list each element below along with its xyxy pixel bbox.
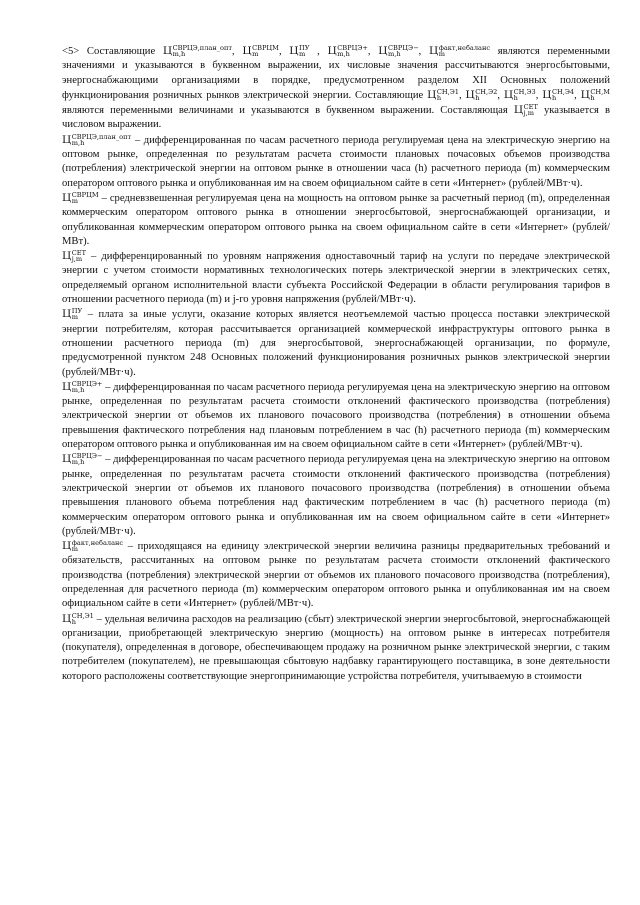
definition-svrce-minus <box>62 452 610 539</box>
note-5-paragraph: <5> Составляющие Ц СВРЦЭ,план_опт m,h , Ц СВРЦМ m , Ц ПУ m , Ц СВРЦЭ+ m,h , Ц СВРЦЭ− m,h , Ц факт,небаланс m являются переменными значениями и указываются в буквенном выражении, их числовые значения рассчитываются энергосбытовыми, энергоснабжающими организациями в порядке, предусмотренном разделом XII Основных положений функционирования розничных рынков электрической энергии. Составляющие Ц СН,Э1 h , Ц СН,Э2 h , Ц СН,Э3 h , Ц СН,Э4 h , Ц СН,М h являются переменными величинами и указываются в буквенном выражении. Составляющая Ц СЕТ j,m указывается в числовом выражении. <box>62 44 611 131</box>
note-text-3: указывается в числовом выражении. <box>62 105 610 131</box>
symbol-c-sn-e1: Ц СН,Э1 h <box>427 87 459 102</box>
symbol-c-sn-e1: Ц СН,Э1 h <box>62 611 94 626</box>
symbol-c-sn-e3: Ц СН,Э3 h <box>503 87 536 102</box>
symbol-c-sn-e4: Ц СН,Э4 h <box>542 87 575 102</box>
symbol-c-set: Ц СЕТ j,m <box>62 249 87 264</box>
definition-text: – плата за иные услуги, оказание которых является неотъемлемой частью процесса поставки электрической энергии потребителям, которая рассчитывается организацией коммерческой инфраструктуры оптового рынка в отношении расчетного периода (m) для энергосбытовой, энергоснабжающей организации, по формуле, предусмотренной пунктом 248 Основных положений функционирования розничных рынков электрической энергии (рублей/МВт·ч). <box>62 309 610 378</box>
symbol-c-sn-m: Ц СН,М h <box>580 87 611 102</box>
definition-svrce-plan-opt <box>62 133 610 191</box>
symbol-c-set: Ц СЕТ j,m <box>513 103 538 118</box>
symbol-c-svrce-plan-opt: Ц СВРЦЭ,план_опт m,h <box>162 44 233 58</box>
symbol-c-svrce-minus: Ц СВРЦЭ− m,h <box>62 452 103 467</box>
definition-text: – средневзвешенная регулируемая цена на мощность на оптовом рынке за расчетный период (m), определенная коммерческим оператором оптового рынка в отношении энергосбытовой, энергоснабжающей организации, и опубликованная коммерческим оператором оптового рынка на своем официальном сайте в сети «Интернет» (рублей/МВт). <box>62 192 610 247</box>
symbol-c-svrce-plus: Ц СВРЦЭ+ m,h <box>62 379 103 394</box>
definition-text: – удельная величина расходов на реализацию (сбыт) электрической энергии энергосбытовой, энергоснабжающей организации, приобретающей электрическую энергию (мощность) на оптовом рынке в интересах потребителя (покупателя), определенная в договоре, обеспечивающем продажу на розничном рынке электрической энергии, с таким потребителем (покупателем), не превышающая сбытовую надбавку гарантирующего поставщика, в зоне деятельности которого расположены соответствующие энергопринимающие устройства потребителя, учитываемую в стоимости <box>62 613 610 682</box>
definition-text: – приходящаяся на единицу электрической энергии величина разницы предварительных требований и обязательств, рассчитанных на оптовом рынке по результатам расчета стоимости отклонений фактического производства (потребления) электрической энергии от объемов их планового почасового производства (потребления), определенная для расчетного периода (m) коммерческим оператором оптового рынка и опубликованная им на своем официальном сайте в сети «Интернет» (рублей/МВт·ч). <box>62 541 610 610</box>
definition-sn-e1 <box>62 612 610 684</box>
definition-text: – дифференцированная по часам расчетного периода регулируемая цена на электрическую энергию на оптовом рынке, определенная по результатам расчета стоимости отклонений фактического производства (потребления) электрической энергии от объемов их планового почасового производства (потребления) в отношении объема превышения планового объема потребления над фактическим потреблением в час (h) расчетного периода (m) коммерческим оператором оптового рынка и опубликованная им на своем официальном сайте в сети «Интернет» (рублей/МВт·ч). <box>62 454 610 537</box>
definition-svrce-plus <box>62 380 610 452</box>
note-text-1: являются переменными значениями и указываются в буквенном выражении, их числовые значения рассчитываются энергосбытовыми, энергоснабжающими организациями в порядке, предусмотренном разделом XII Основных положений функционирования розничных рынков электрической энергии. Составляющие <box>62 46 610 101</box>
definition-fakt-nebalans <box>62 539 610 611</box>
symbol-c-pu: Ц ПУ m <box>289 44 310 58</box>
symbol-c-fakt-nebalans: Ц факт,небаланс m <box>428 44 491 58</box>
definition-text: – дифференцированная по часам расчетного периода регулируемая цена на электрическую энергию на оптовом рынке, определенная по результатам расчета стоимости плановых почасовых объемов производства (потребления) электрической энергии на оптовом рынке в отношении часа (h) расчетного периода (m) коммерческим оператором оптового рынка и опубликованная им на своем официальном сайте в сети «Интернет» (рублей/МВт·ч). <box>62 134 610 189</box>
note-text-2: являются переменными величинами и указываются в буквенном выражении. Составляющая <box>62 105 514 117</box>
symbol-c-svrce-plan-opt: Ц СВРЦЭ,план_опт m,h <box>62 132 132 147</box>
note-lead-text: <5> Составляющие <box>62 46 163 57</box>
symbol-c-svrce-minus: Ц СВРЦЭ− m,h <box>378 44 419 58</box>
symbol-c-sn-e2: Ц СН,Э2 h <box>465 87 498 102</box>
symbol-c-svrcm: Ц СВРЦМ m <box>242 44 279 58</box>
definition-text: – дифференцированный по уровням напряжения одноставочный тариф на услуги по передаче электрической энергии с учетом стоимости нормативных технологических потерь электрической энергии в электрических сетях, определяемый органом исполнительной власти субъекта Российской Федерации в области регулирования тарифов в отношении расчетного периода (m) и j-го уровня напряжения (рублей/МВт·ч). <box>62 251 610 306</box>
definition-set <box>62 249 610 307</box>
symbol-c-svrce-plus: Ц СВРЦЭ+ m,h <box>327 44 368 58</box>
symbol-c-pu: Ц ПУ m <box>62 307 83 322</box>
symbol-c-svrcm: Ц СВРЦМ m <box>62 190 99 205</box>
definition-text: – дифференцированная по часам расчетного периода регулируемая цена на электрическую энергию на оптовом рынке, определенная по результатам расчета стоимости отклонений фактического производства (потребления) электрической энергии от объемов их планового почасового производства (потребления) в отношении объема превышения фактического потребления над плановым потреблением в час (h) расчетного периода (m) коммерческим оператором оптового рынка и опубликованная им на своем официальном сайте в сети «Интернет» (рублей/МВт·ч). <box>62 381 610 451</box>
symbol-c-fakt-nebalans: Ц факт,небаланс m <box>62 539 124 554</box>
definition-pu <box>62 307 610 379</box>
definition-svrcm <box>62 191 610 249</box>
